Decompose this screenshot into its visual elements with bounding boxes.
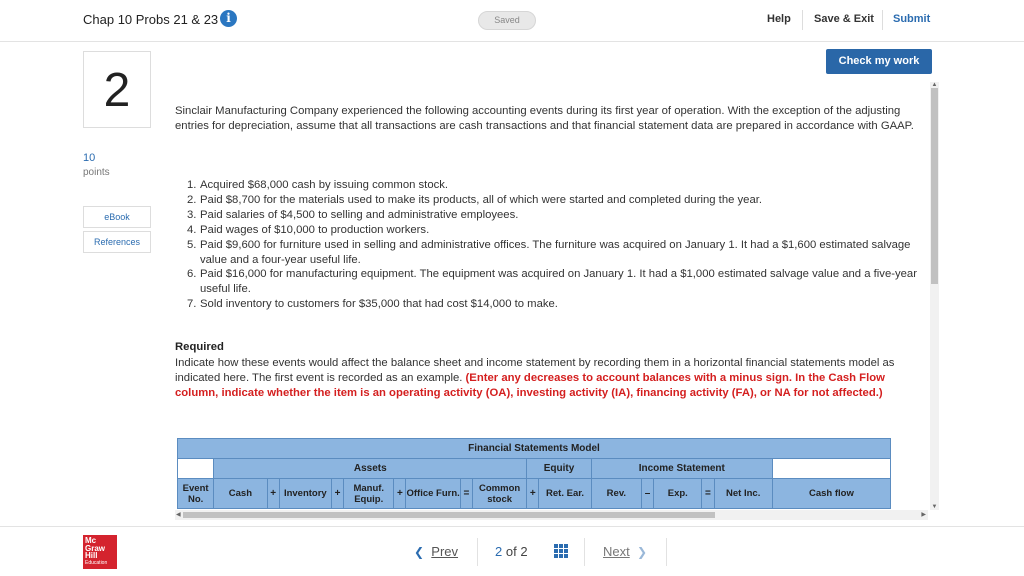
scroll-down-arrow-icon[interactable]: ▼ xyxy=(931,504,938,510)
list-item: 7. Sold inventory to customers for $35,000 that had cost $14,000 to make. xyxy=(187,298,558,311)
scroll-left-arrow-icon[interactable]: ◀ xyxy=(176,512,181,518)
events-list xyxy=(187,178,917,312)
header-divider xyxy=(882,10,883,30)
footer-separator xyxy=(666,538,667,566)
required-text: Indicate how these events would affect the balance sheet and income statement by recording them in a horizontal financial statements model as indicated here. The first event is recorded as an example. xyxy=(175,357,895,385)
assets-header: Assets xyxy=(214,459,527,479)
footer-divider xyxy=(0,526,1024,527)
operator: – xyxy=(642,479,654,509)
equity-header: Equity xyxy=(527,459,591,479)
footer-separator xyxy=(584,538,585,566)
column-header: Rev. xyxy=(591,479,641,509)
list-item: 4. Paid wages of $10,000 to production workers. xyxy=(187,223,430,236)
list-item: 1. Acquired $68,000 cash by issuing common stock. xyxy=(187,179,449,191)
page-indicator: 2 of 2 xyxy=(495,544,528,559)
top-bar xyxy=(0,0,1024,42)
column-header: Manuf. Equip. xyxy=(344,479,394,509)
assignment-title: Chap 10 Probs 21 & 23 xyxy=(83,12,219,27)
income-statement-header: Income Statement xyxy=(591,459,772,479)
chevron-left-icon: ❮ xyxy=(414,545,425,559)
mcgraw-hill-logo: Mc Graw Hill Education xyxy=(83,535,117,569)
info-icon[interactable]: i xyxy=(220,10,237,27)
scroll-right-arrow-icon[interactable]: ▶ xyxy=(921,512,926,518)
submit-link[interactable]: Submit xyxy=(893,13,931,25)
column-header: Net Inc. xyxy=(714,479,772,509)
prev-button[interactable]: ❮ Prev xyxy=(414,544,459,559)
scrollbar-thumb[interactable] xyxy=(931,88,938,284)
column-header: Cash xyxy=(214,479,267,509)
question-number: 2 xyxy=(83,51,151,128)
financial-statements-model-table xyxy=(177,438,891,510)
header-divider xyxy=(802,10,803,30)
points-value: 10 xyxy=(83,152,96,164)
chevron-right-icon: ❯ xyxy=(636,545,648,559)
save-exit-link[interactable]: Save & Exit xyxy=(814,13,874,25)
operator: + xyxy=(267,479,279,509)
column-header: Common stock xyxy=(472,479,526,509)
operator: = xyxy=(702,479,714,509)
references-button[interactable]: References xyxy=(83,231,151,253)
question-grid-icon[interactable] xyxy=(554,544,568,558)
column-header: Event No. xyxy=(178,479,214,509)
horizontal-scrollbar[interactable] xyxy=(175,510,928,520)
next-button[interactable]: Next ❯ xyxy=(603,544,648,559)
scroll-up-arrow-icon[interactable]: ▲ xyxy=(931,82,938,88)
scrollbar-thumb[interactable] xyxy=(183,512,715,518)
table-title: Financial Statements Model xyxy=(178,439,891,459)
list-item: 6. Paid $16,000 for manufacturing equipment. The equipment was acquired on January 1. It had a $1,000 estimated salvage value and a five-year useful life. xyxy=(187,268,917,296)
column-header: Exp. xyxy=(654,479,702,509)
column-header: Office Furn. xyxy=(406,479,460,509)
saved-status-badge: Saved xyxy=(478,11,536,30)
operator: + xyxy=(332,479,344,509)
check-my-work-button[interactable]: Check my work xyxy=(826,49,932,74)
footer-separator xyxy=(477,538,478,566)
points-label: points xyxy=(83,167,110,178)
vertical-scrollbar[interactable] xyxy=(930,82,939,510)
operator: = xyxy=(460,479,472,509)
column-header: Cash flow xyxy=(772,479,890,509)
required-red-note: (Enter any decreases to account balances with a minus sign. In the Cash Flow column, indicate whether the item is an operating activity (OA), investing activity (IA), financing activity (FA), or NA for not affected.) xyxy=(175,372,885,400)
list-item: 3. Paid salaries of $4,500 to selling and administrative employees. xyxy=(187,208,519,221)
required-instructions xyxy=(175,356,925,402)
column-header: Ret. Ear. xyxy=(539,479,591,509)
column-header: Inventory xyxy=(279,479,331,509)
operator: + xyxy=(527,479,539,509)
ebook-button[interactable]: eBook xyxy=(83,206,151,228)
list-item: 2. Paid $8,700 for the materials used to make its products, all of which were started and completed during the year. xyxy=(187,193,763,206)
list-item: 5. Paid $9,600 for furniture used in selling and administrative offices. The furniture was acquired on January 1. It had a $1,600 estimated salvage value and a four-year useful life. xyxy=(187,238,911,266)
required-heading: Required xyxy=(175,341,224,353)
question-intro: Sinclair Manufacturing Company experienced the following accounting events during its first year of operation. With the exception of the adjusting entries for depreciation, assume that all transactions are cash transactions and that financial statement data are prepared in accordance with GAAP. xyxy=(175,105,914,132)
operator: + xyxy=(394,479,406,509)
help-link[interactable]: Help xyxy=(767,13,791,25)
